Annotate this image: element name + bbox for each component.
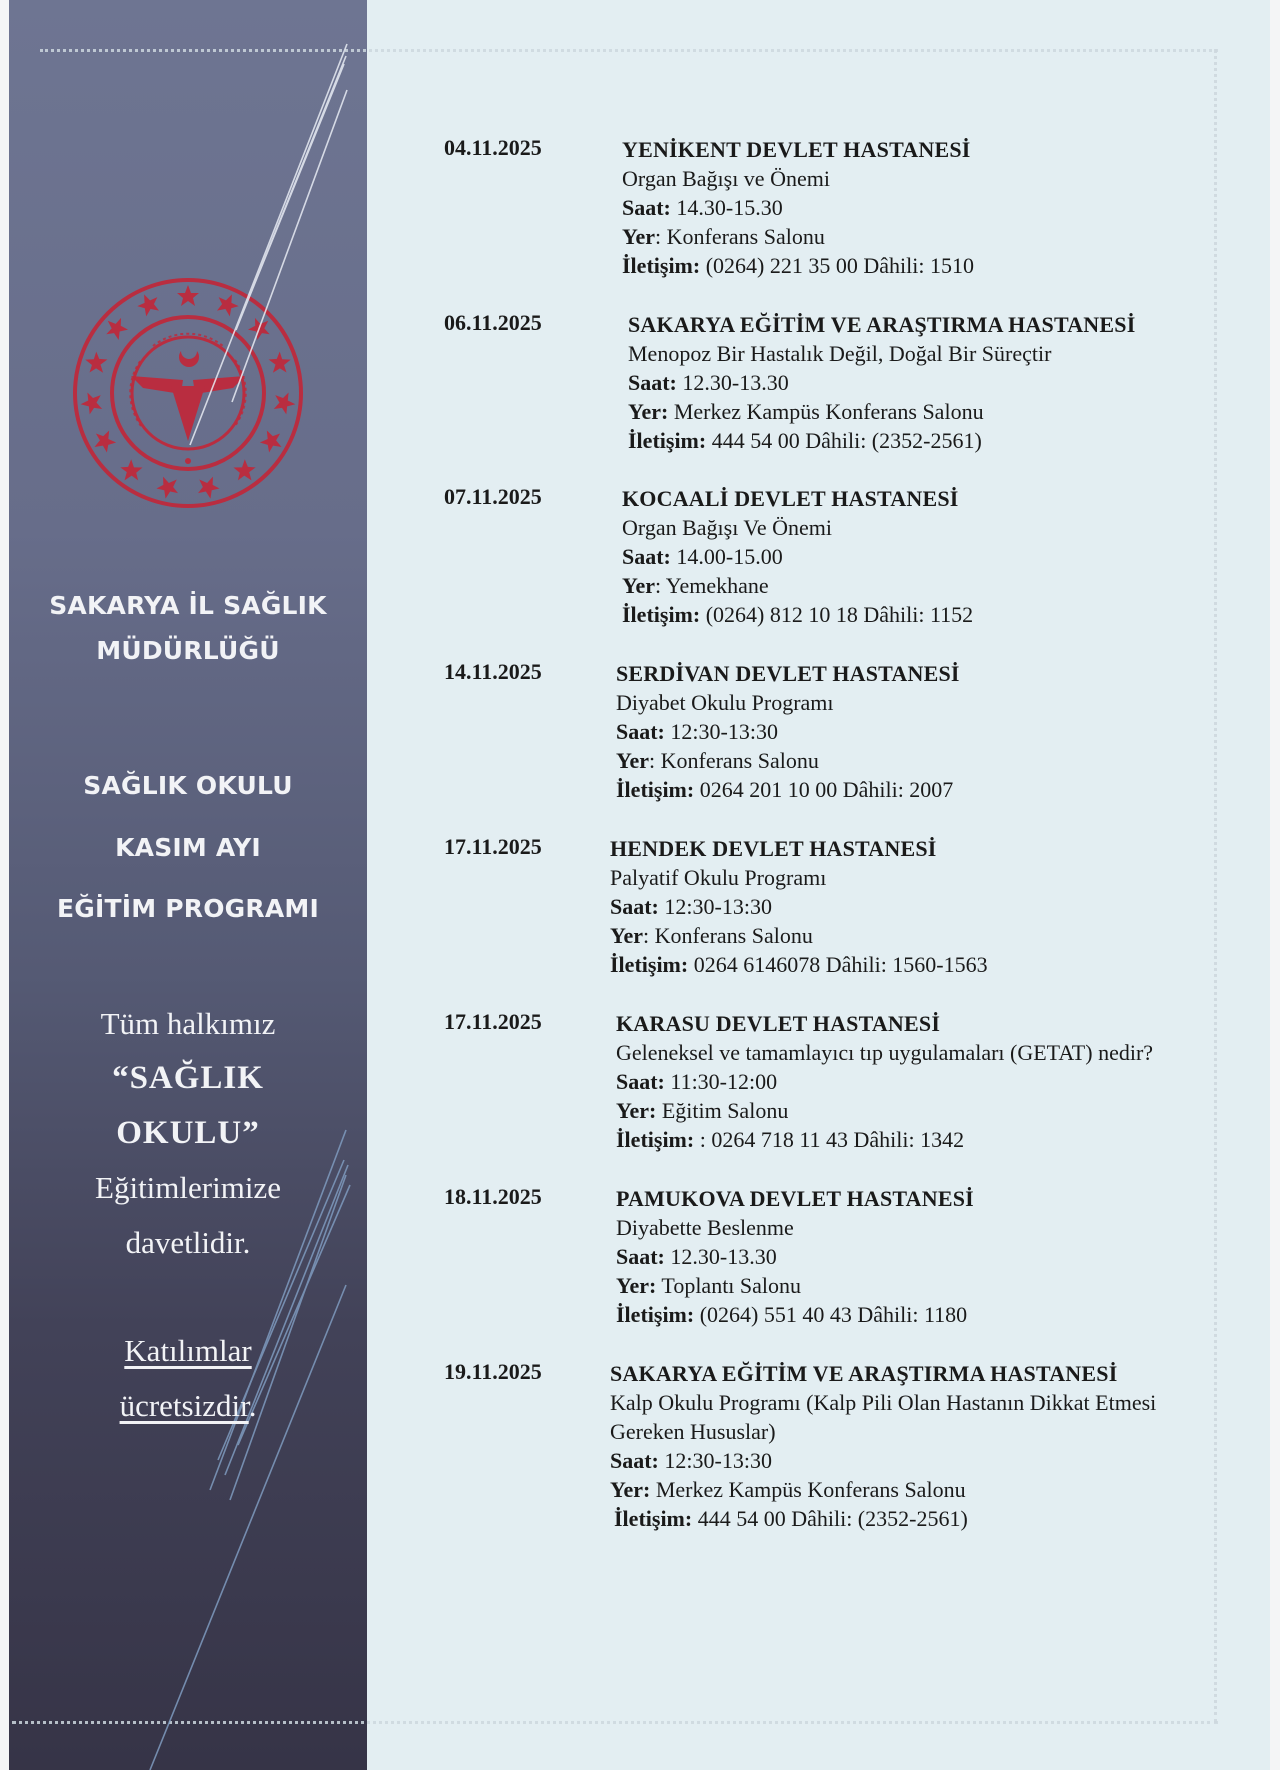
event-time: Saat: 12:30-13:30: [616, 719, 778, 744]
invite-line4: Eğitimlerimize: [95, 1170, 281, 1205]
frame-border-top: [40, 49, 1218, 52]
event-contact: İletişim: 0264 201 10 00 Dâhili: 2007: [616, 777, 954, 802]
event-date: 06.11.2025: [444, 310, 542, 335]
event-date: 18.11.2025: [444, 1184, 542, 1209]
event-details: [616, 1009, 1153, 1154]
program-title-line3: EĞİTİM PROGRAMI: [57, 894, 319, 923]
event-place: Yer: Toplantı Salonu: [616, 1273, 802, 1298]
event-date: 17.11.2025: [444, 834, 542, 859]
event-hospital: SAKARYA EĞİTİM VE ARAŞTIRMA HASTANESİ: [628, 312, 1136, 337]
event-date: 07.11.2025: [444, 484, 542, 509]
event-topic: Organ Bağışı Ve Önemi: [622, 515, 832, 540]
program-title-line1: SAĞLIK OKULU: [83, 771, 293, 800]
event-time: Saat: 12:30-13:30: [610, 894, 772, 919]
free-line1: [9, 1333, 367, 1369]
event-contact: İletişim: 444 54 00 Dâhili: (2352-2561): [628, 428, 982, 453]
event-topic: Organ Bağışı ve Önemi: [622, 166, 830, 191]
invite-line1: Tüm halkımız: [100, 1006, 276, 1041]
event-topic: Geleneksel ve tamamlayıcı tıp uygulamaları (GETAT) nedir?: [616, 1040, 1154, 1065]
event-details: [628, 310, 1135, 455]
event-place: Yer: Konferans Salonu: [622, 224, 825, 249]
org-name-line2: MÜDÜRLÜĞÜ: [96, 636, 280, 665]
event-place: Yer: Eğitim Salonu: [616, 1098, 789, 1123]
program-title-line2: KASIM AYI: [115, 833, 261, 862]
invite-line2: “SAĞLIK: [112, 1060, 264, 1096]
invite-line3: OKULU”: [116, 1115, 260, 1151]
event-topic: Kalp Okulu Programı (Kalp Pili Olan Hastanın Dikkat Etmesi: [610, 1390, 1157, 1415]
event-hospital: PAMUKOVA DEVLET HASTANESİ: [616, 1186, 974, 1211]
event-hospital: SERDİVAN DEVLET HASTANESİ: [616, 661, 960, 686]
event-topic: Palyatif Okulu Programı: [610, 865, 827, 890]
event-time: Saat: 12.30-13.30: [616, 1244, 777, 1269]
event-details: [610, 834, 988, 979]
event-topic: Menopoz Bir Hastalık Değil, Doğal Bir Süreçtir: [628, 341, 1052, 366]
free-notice-period: .: [248, 1388, 257, 1423]
event-hospital: HENDEK DEVLET HASTANESİ: [610, 836, 937, 861]
event-time: Saat: 12.30-13.30: [628, 370, 789, 395]
frame-border-bottom: [12, 1721, 1218, 1724]
event-place: Yer: Yemekhane: [622, 573, 769, 598]
event-contact: İletişim: (0264) 221 35 00 Dâhili: 1510: [622, 253, 974, 278]
event-details: [616, 659, 960, 804]
event-details: [622, 484, 973, 629]
event-details: [610, 1359, 1156, 1533]
event-hospital: SAKARYA EĞİTİM VE ARAŞTIRMA HASTANESİ: [610, 1361, 1118, 1386]
event-contact: İletişim: 0264 6146078 Dâhili: 1560-1563: [610, 952, 988, 977]
event-time: Saat: 14.30-15.30: [622, 195, 783, 220]
event-hospital: KOCAALİ DEVLET HASTANESİ: [622, 486, 959, 511]
event-date: 17.11.2025: [444, 1009, 542, 1034]
event-time: Saat: 11:30-12:00: [616, 1069, 778, 1094]
org-name-line1: SAKARYA İL SAĞLIK: [49, 591, 327, 620]
free-line2: [9, 1388, 367, 1424]
event-place: Yer: Merkez Kampüs Konferans Salonu: [628, 399, 984, 424]
sidebar-panel: [9, 0, 367, 1770]
event-hospital: YENİKENT DEVLET HASTANESİ: [622, 137, 971, 162]
frame-border-right: [1214, 49, 1217, 1723]
event-time: Saat: 12:30-13:30: [610, 1448, 772, 1473]
event-contact: İletişim: : 0264 718 11 43 Dâhili: 1342: [616, 1127, 965, 1152]
event-topic: Diyabette Beslenme: [616, 1215, 794, 1240]
event-contact: İletişim: (0264) 551 40 43 Dâhili: 1180: [616, 1302, 968, 1327]
event-date: 14.11.2025: [444, 659, 542, 684]
event-topic-continued: Gereken Hususlar): [610, 1419, 776, 1444]
event-contact: İletişim: (0264) 812 10 18 Dâhili: 1152: [622, 602, 974, 627]
event-details: [616, 1184, 974, 1329]
event-topic: Diyabet Okulu Programı: [616, 690, 834, 715]
event-place: Yer: Merkez Kampüs Konferans Salonu: [610, 1477, 966, 1502]
invite-line5: davetlidir.: [125, 1225, 251, 1260]
free-notice-text2: ücretsizdir: [119, 1388, 249, 1423]
event-place: Yer: Konferans Salonu: [616, 748, 819, 773]
event-contact: İletişim: 444 54 00 Dâhili: (2352-2561): [614, 1506, 968, 1531]
event-hospital: KARASU DEVLET HASTANESİ: [616, 1011, 941, 1036]
event-place: Yer: Konferans Salonu: [610, 923, 813, 948]
event-time: Saat: 14.00-15.00: [622, 544, 783, 569]
ministry-of-health-emblem-icon: [71, 276, 305, 510]
free-notice-text1: Katılımlar: [124, 1333, 252, 1368]
event-date: 04.11.2025: [444, 135, 542, 160]
event-date: 19.11.2025: [444, 1359, 542, 1384]
event-details: [622, 135, 974, 280]
